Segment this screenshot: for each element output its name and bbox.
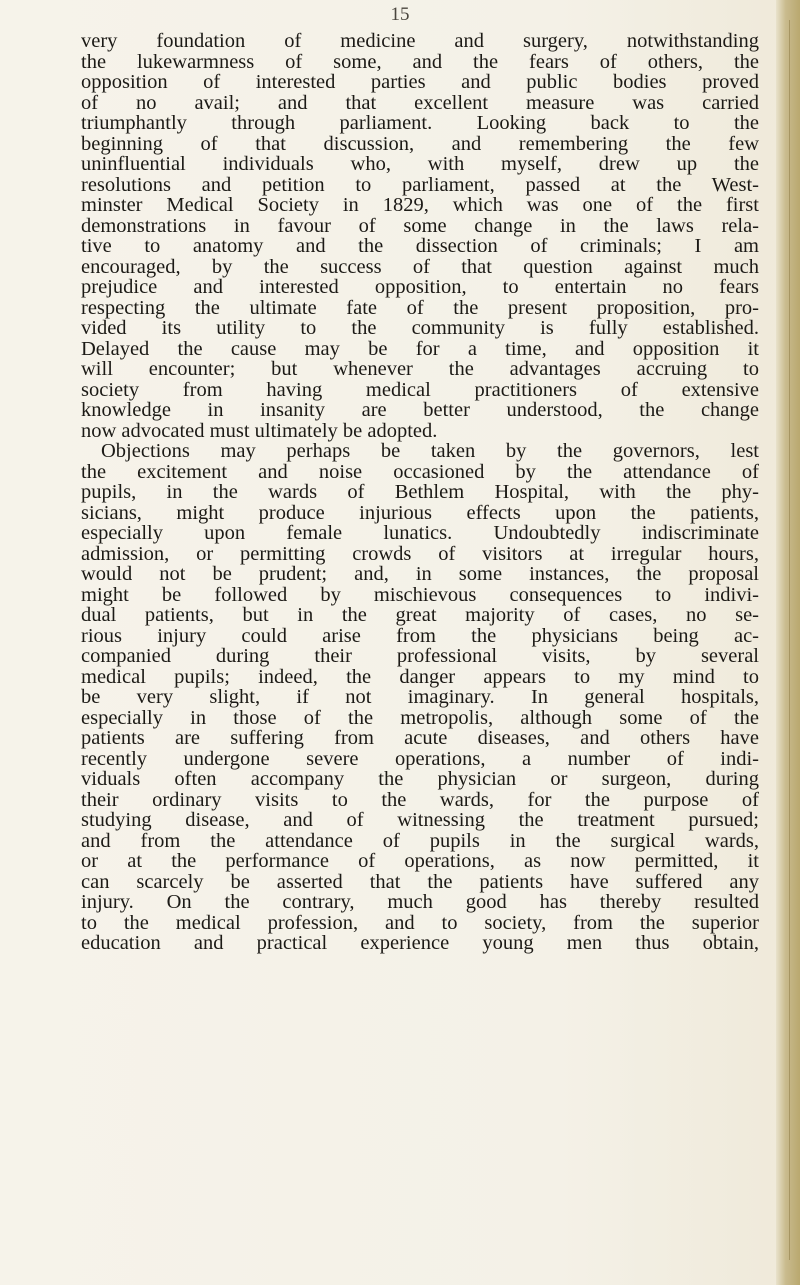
text-line: the excitement and noise occasioned by the attendance of <box>81 460 759 483</box>
text-line: respecting the ultimate fate of the present proposition, pro- <box>81 296 759 319</box>
text-line: medical pupils; indeed, the danger appears to my mind to <box>81 665 759 688</box>
text-line: opposition of interested parties and public bodies proved <box>81 71 759 93</box>
text-line: be very slight, if not imaginary. In general hospitals, <box>81 686 759 708</box>
text-line: the lukewarmness of some, and the fears of others, the <box>81 50 759 73</box>
text-line: especially in those of the metropolis, although some of the <box>81 706 759 729</box>
text-line: recently undergone severe operations, a number of indi- <box>81 747 759 770</box>
text-line: resolutions and petition to parliament, passed at the West- <box>81 173 759 196</box>
text-line: admission, or permitting crowds of visitors at irregular hours, <box>81 542 759 565</box>
text-line: minster Medical Society in 1829, which was one of the first <box>81 194 759 216</box>
text-line: studying disease, and of witnessing the treatment pursued; <box>81 809 759 831</box>
text-line: very foundation of medicine and surgery, notwithstanding <box>81 30 759 52</box>
text-line: might be followed by mischievous consequences to indivi- <box>81 583 759 606</box>
text-line: patients are suffering from acute diseases, and others have <box>81 727 759 749</box>
text-line: especially upon female lunatics. Undoubtedly indiscriminate <box>81 522 759 544</box>
paragraph-start-line: Objections may perhaps be taken by the governors, lest <box>101 440 759 462</box>
text-line: triumphantly through parliament. Looking back to the <box>81 112 759 134</box>
text-line: to the medical profession, and to society, from the superior <box>81 911 759 934</box>
text-line: demonstrations in favour of some change in the laws rela- <box>81 214 759 237</box>
text-line: prejudice and interested opposition, to entertain no fears <box>81 276 759 298</box>
text-line: their ordinary visits to the wards, for the purpose of <box>81 788 759 811</box>
text-line: can scarcely be asserted that the patients have suffered any <box>81 870 759 893</box>
page-edge-binding <box>776 0 800 1285</box>
paragraph-end-line: now advocated must ultimately be adopted. <box>81 419 438 442</box>
text-line: pupils, in the wards of Bethlem Hospital, with the phy- <box>81 481 759 503</box>
text-line: knowledge in insanity are better understood, the change <box>81 399 759 421</box>
text-line: vided its utility to the community is fully established. <box>81 317 759 339</box>
text-line: tive to anatomy and the dissection of criminals; I am <box>81 235 759 257</box>
text-line: will encounter; but whenever the advantages accruing to <box>81 358 759 380</box>
text-line: would not be prudent; and, in some instances, the proposal <box>81 563 759 585</box>
page-edge-divider <box>789 20 790 1260</box>
text-line: of no avail; and that excellent measure was carried <box>81 91 759 114</box>
text-line: Delayed the cause may be for a time, and opposition it <box>81 337 759 360</box>
text-line: dual patients, but in the great majority of cases, no se- <box>81 604 759 626</box>
text-line: companied during their professional visits, by several <box>81 645 759 667</box>
text-line: society from having medical practitioners of extensive <box>81 378 759 401</box>
text-line: beginning of that discussion, and remembering the few <box>81 132 759 155</box>
text-line: injury. On the contrary, much good has thereby resulted <box>81 891 759 913</box>
body-text <box>81 31 759 954</box>
text-line: viduals often accompany the physician or surgeon, during <box>81 768 759 790</box>
page-number: 15 <box>390 4 410 25</box>
text-line: encouraged, by the success of that question against much <box>81 255 759 278</box>
text-line: education and practical experience young men thus obtain, <box>81 932 759 954</box>
text-line: or at the performance of operations, as now permitted, it <box>81 850 759 872</box>
text-line: uninfluential individuals who, with myself, drew up the <box>81 153 759 175</box>
text-line: sicians, might produce injurious effects upon the patients, <box>81 501 759 524</box>
text-line: rious injury could arise from the physicians being ac- <box>81 624 759 647</box>
text-line: and from the attendance of pupils in the surgical wards, <box>81 829 759 852</box>
